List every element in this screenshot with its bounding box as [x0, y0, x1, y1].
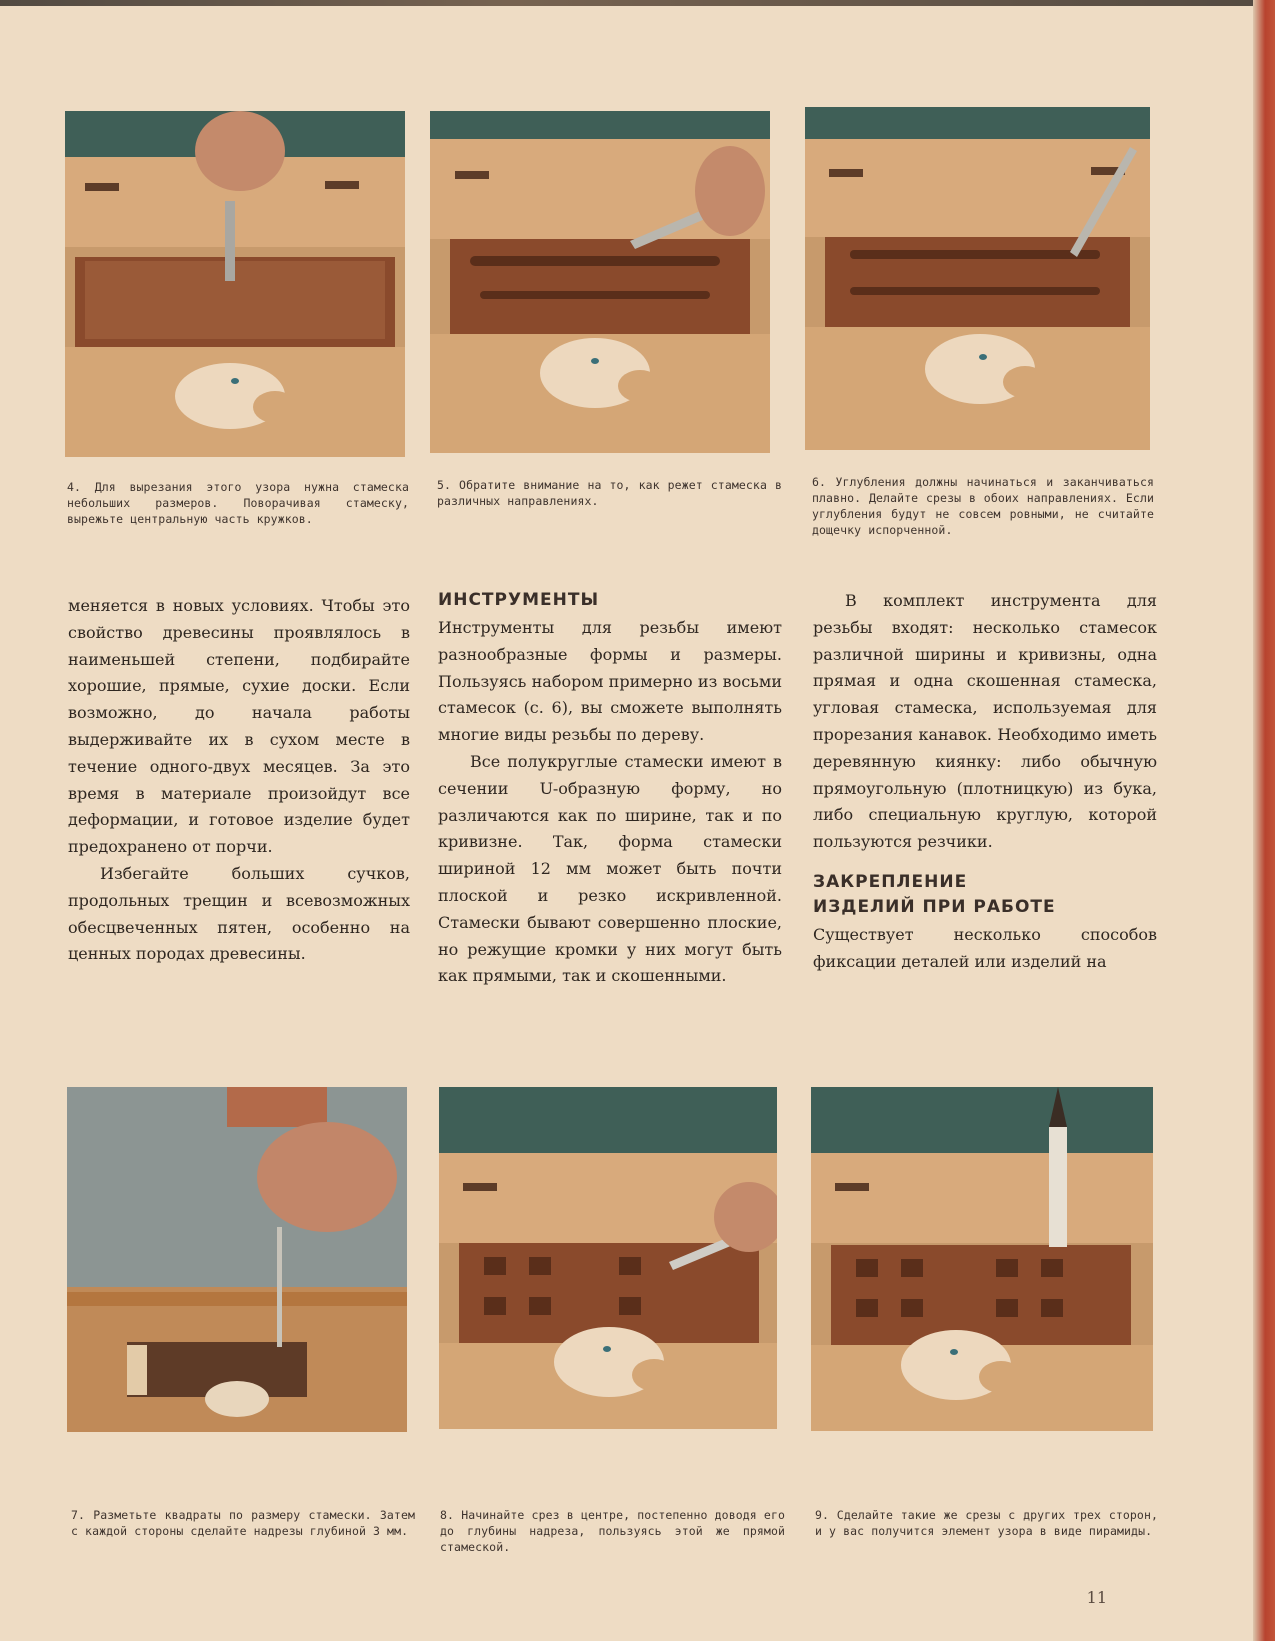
middle-text-column — [438, 588, 782, 990]
caption-step-6: 6. Углубления должны начинаться и заканчиваться плавно. Делайте срезы в обоих направлениях. Если углубления будут не совсем ровными, не считайте дощечку испорченной. — [812, 475, 1154, 537]
right-paragraph-2: Существует несколько способов фиксации деталей или изделий на — [813, 924, 1157, 971]
page-right-edge — [1253, 0, 1275, 1641]
heading-instruments: ИНСТРУМЕНТЫ — [438, 590, 600, 610]
middle-paragraph-1: Инструменты для резьбы имеют разнообразные формы и размеры. Пользуясь набором примерно из восьми стамесок (с. 6), вы сможете выполнять многие виды резьбы по дереву. — [438, 618, 782, 745]
middle-paragraph-2: Все полукруглые стамески имеют в сечении U-образную форму, но различаются как по ширине, так и по кривизне. Так, форма стамески шириной 12 мм может быть почти плоской и резко искривленной. Стамески бывают совершенно плоские, но режущие кромки у них могут быть как прямыми, так и скошенными. — [438, 751, 782, 986]
photo-step-8 — [439, 1087, 777, 1429]
left-text-column — [68, 593, 410, 968]
photo-step-9 — [811, 1087, 1153, 1431]
caption-step-5: 5. Обратите внимание на то, как режет стамеска в различных направлениях. — [437, 478, 782, 508]
right-text-column — [813, 588, 1157, 976]
photo-step-5 — [430, 111, 770, 453]
photo-step-4 — [65, 111, 405, 457]
caption-step-9: 9. Сделайте такие же срезы с других трех сторон, и у вас получится элемент узора в виде пирамиды. — [815, 1508, 1158, 1538]
heading-fixing-line-2: ИЗДЕЛИЙ ПРИ РАБОТЕ — [813, 896, 1056, 917]
photo-step-7 — [67, 1087, 407, 1432]
right-paragraph-1: В комплект инструмента для резьбы входят: несколько стамесок различной ширины и кривизны, одна прямая и одна скошенная стамеска, угловая стамеска, используемая для прорезания канавок. Необходимо иметь деревянную киянку: либо обычную прямоугольную (плотницкую) из бука, либо специальную круглую, которой пользуются резчики. — [813, 591, 1157, 852]
page-number: 11 — [1086, 1588, 1107, 1607]
page-top-edge — [0, 0, 1275, 6]
caption-step-7: 7. Разметьте квадраты по размеру стамески. Затем с каждой стороны сделайте надрезы глубиной 3 мм. — [71, 1508, 415, 1538]
left-paragraph-2: Избегайте больших сучков, продольных трещин и всевозможных обесцвеченных пятен, особенно на ценных породах древесины. — [68, 863, 410, 964]
heading-fixing-line-1: ЗАКРЕПЛЕНИЕ — [813, 871, 968, 892]
photo-step-6 — [805, 107, 1150, 450]
left-paragraph-1: меняется в новых условиях. Чтобы это свойство древесины проявлялось в наименьшей степени, подбирайте хорошие, прямые, сухие доски. Если возможно, до начала работы выдерживайте их в сухом месте в течение одного-двух месяцев. За это время в материале произойдут все деформации, и готовое изделие будет предохранено от порчи. — [68, 596, 410, 857]
caption-step-4: 4. Для вырезания этого узора нужна стамеска небольших размеров. Поворачивая стамеску, вырежьте центральную часть кружков. — [67, 480, 409, 526]
caption-step-8: 8. Начинайте срез в центре, постепенно доводя его до глубины надреза, пользуясь этой же прямой стамеской. — [440, 1508, 785, 1554]
